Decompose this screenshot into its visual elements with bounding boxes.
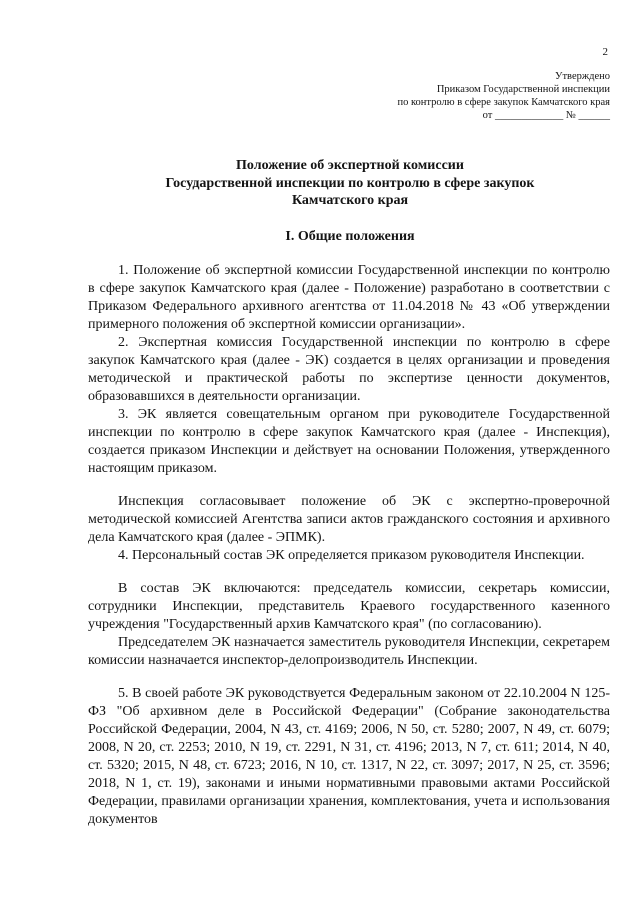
paragraph: 3. ЭК является совещательным органом при руководителе Государственной инспекции по контролю в сфере закупок Камчатского края (далее - Инспекция), создается приказом Инспекции и действует на основании Положения, утвержденного настоящим приказом. [88, 407, 610, 476]
page-number: 2 [602, 46, 608, 58]
title-line: Положение об экспертной комиссии [236, 158, 464, 173]
title-line: Государственной инспекции по контролю в сфере закупок [165, 175, 535, 191]
approval-block [398, 70, 611, 122]
paragraph: 4. Персональный состав ЭК определяется приказом руководителя Инспекции. [118, 548, 585, 563]
approval-line: Приказом Государственной инспекции [436, 84, 610, 95]
approval-line: Утверждено [555, 71, 610, 82]
paragraph: Инспекция согласовывает положение об ЭК с экспертно-проверочной методической комиссией Агентства записи актов гражданского состояния и архивного дела Камчатского края (далее - ЭПМК). [88, 494, 610, 545]
paragraph: Председателем ЭК назначается заместитель руководителя Инспекции, секретарем комиссии назначается инспектор-делопроизводитель Инспекции. [88, 635, 610, 668]
paragraph: 1. Положение об экспертной комиссии Государственной инспекции по контролю в сфере закупок Камчатского края (далее - Положение) разработано в соответствии с Приказом Федерального архивного агентства от 11.04.2018 № 43 «Об утверждении примерного положения об экспертной комиссии организации». [88, 263, 610, 332]
title-line: Камчатского края [291, 193, 409, 208]
document-title [60, 157, 640, 210]
paragraph: 5. В своей работе ЭК руководствуется Федеральным законом от 22.10.2004 N 125-ФЗ "Об архивном деле в Российской Федерации" (Собрание законодательства Российской Федерации, 2004, N 43, ст. 4169; 2006, N 50, ст. 5280; 2007, N 49, ст. 6079; 2008, N 20, ст. 2253; 2010, N 19, ст. 2291, N 31, ст. 4196; 2013, N 7, ст. 611; 2014, N 40, ст. 5320; 2015, N 48, ст. 6723; 2016, N 10, ст. 1317, N 22, ст. 3097; 2017, N 25, ст. 3596; 2018, N 1, ст. 19), законами и иными нормативными правовыми актами Российской Федерации, правилами организации хранения, комплектования, учета и использования документов [88, 686, 610, 827]
approval-line: от _____________ № ______ [482, 110, 610, 121]
section-heading: I. Общие положения [285, 229, 415, 244]
approval-line: по контролю в сфере закупок Камчатского края [397, 97, 610, 108]
paragraph: В состав ЭК включаются: председатель комиссии, секретарь комиссии, сотрудники Инспекции, представитель Краевого государственного казенного учреждения "Государственный архив Камчатского края" (по согласованию). [88, 581, 610, 632]
document-body [88, 262, 610, 829]
paragraph: 2. Экспертная комиссия Государственной инспекции по контролю в сфере закупок Камчатского края (далее - ЭК) создается в целях организации и проведения методической и практической работы по экспертизе ценности документов, образовавшихся в деятельности организации. [88, 335, 610, 404]
